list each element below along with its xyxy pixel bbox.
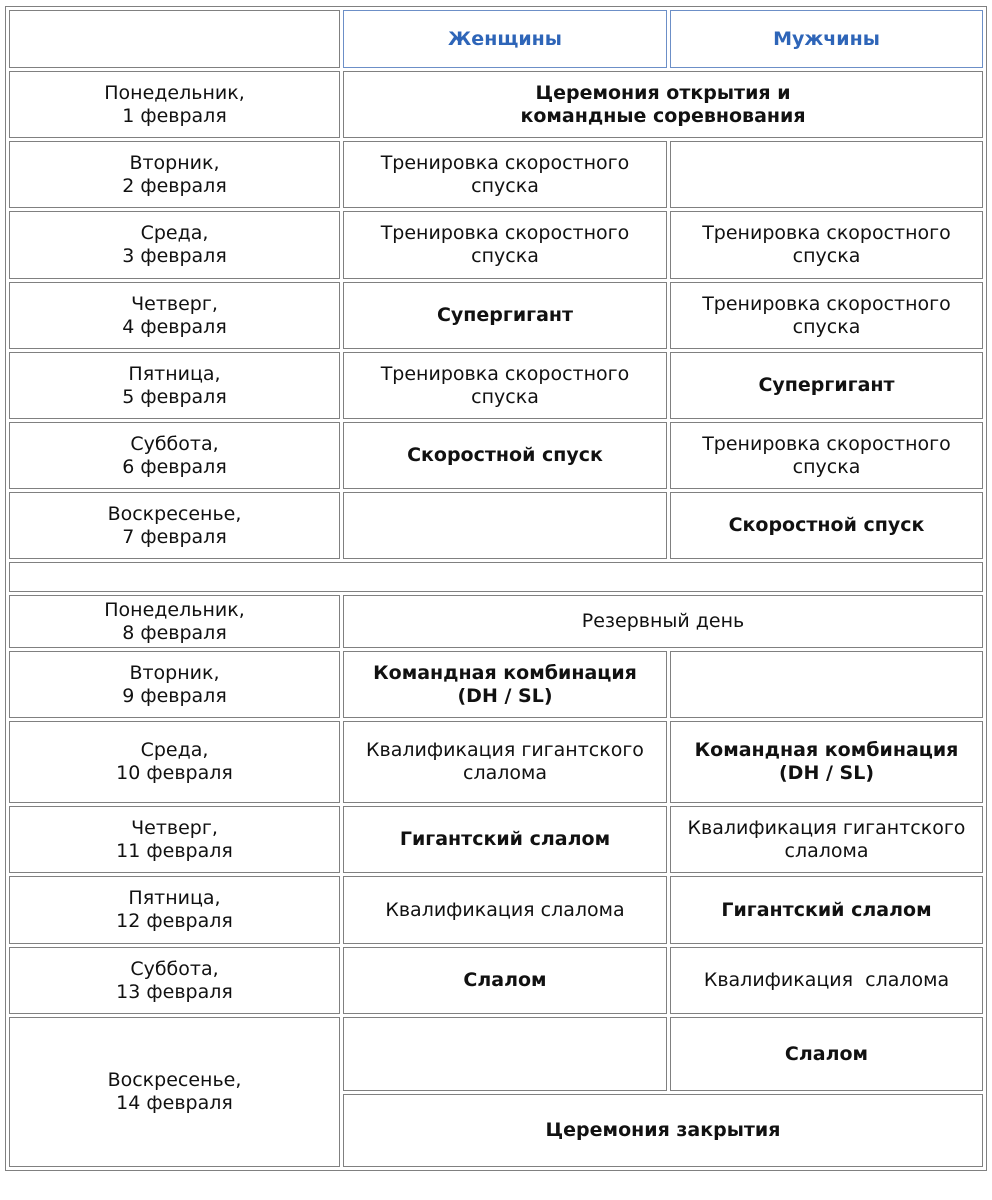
event-cell-men-empty — [670, 651, 983, 718]
date: 9 февраля — [122, 684, 227, 707]
schedule-table — [5, 6, 987, 1171]
event-line: Командная комбинация — [694, 739, 959, 761]
date: 7 февраля — [122, 525, 227, 548]
event-cell-women: Супергигант — [343, 282, 667, 349]
event-cell-men: Гигантский слалом — [670, 876, 983, 944]
event-line: командные соревнования — [520, 104, 806, 127]
event-text: Тренировка скоростного спуска — [380, 362, 630, 408]
event-cell-women: Слалом — [343, 947, 667, 1014]
header-row — [9, 10, 983, 68]
date: 2 февраля — [122, 174, 227, 197]
day-cell — [9, 141, 340, 208]
table-row — [9, 721, 983, 803]
day-cell — [9, 352, 340, 419]
weekday: Суббота, — [130, 432, 219, 455]
date: 8 февраля — [122, 621, 227, 644]
table-row — [9, 352, 983, 419]
event-cell-women: Скоростной спуск — [343, 422, 667, 489]
date: 3 февраля — [122, 245, 227, 267]
table-row — [9, 422, 983, 489]
event-cell-women — [343, 141, 667, 208]
weekday: Воскресенье, — [107, 1069, 242, 1091]
table-row — [9, 876, 983, 944]
table-row — [9, 595, 983, 648]
event-cell-women — [343, 211, 667, 279]
weekday: Суббота, — [130, 957, 219, 980]
date: 12 февраля — [116, 910, 233, 932]
day-cell — [9, 947, 340, 1014]
event-cell-men: Слалом — [670, 1017, 983, 1091]
event-text: Квалификация гигантского слалома — [366, 739, 644, 784]
weekday: Вторник, — [129, 661, 220, 684]
day-cell — [9, 651, 340, 718]
table-row — [9, 651, 983, 718]
event-cell-women-empty — [343, 492, 667, 559]
event-cell-women — [343, 721, 667, 803]
table-row — [9, 282, 983, 349]
event-cell-men: Скоростной спуск — [670, 492, 983, 559]
event-line: (DH / SL) — [457, 684, 553, 707]
header-empty-cell — [9, 10, 340, 68]
event-cell-women — [343, 651, 667, 718]
event-cell-women-empty — [343, 1017, 667, 1091]
day-cell — [9, 1017, 340, 1167]
weekday: Воскресенье, — [107, 502, 242, 525]
event-cell-men — [670, 211, 983, 279]
table-row — [9, 141, 983, 208]
date: 10 февраля — [116, 762, 233, 784]
event-text: Тренировка скоростного спуска — [380, 222, 630, 267]
weekday: Четверг, — [131, 816, 218, 839]
event-cell-men — [670, 806, 983, 873]
event-cell-men: Супергигант — [670, 352, 983, 419]
separator-cell — [9, 562, 983, 592]
weekday: Понедельник, — [104, 598, 245, 621]
date: 5 февраля — [122, 385, 227, 408]
event-line: (DH / SL) — [779, 762, 874, 784]
table-row — [9, 492, 983, 559]
day-cell — [9, 282, 340, 349]
date: 14 февраля — [116, 1092, 233, 1114]
event-text: Тренировка скоростного спуска — [702, 222, 951, 267]
event-cell-opening — [343, 71, 983, 138]
event-text: Тренировка скоростного спуска — [702, 292, 951, 338]
day-cell — [9, 422, 340, 489]
separator-row — [9, 562, 983, 592]
event-line: Церемония открытия и — [535, 81, 791, 104]
event-cell-men — [670, 721, 983, 803]
date: 11 февраля — [116, 839, 233, 862]
date: 13 февраля — [116, 980, 233, 1003]
event-cell-men — [670, 422, 983, 489]
event-text: Тренировка скоростного спуска — [380, 151, 630, 197]
day-cell — [9, 492, 340, 559]
event-cell-women: Квалификация слалома — [343, 876, 667, 944]
table-row — [9, 211, 983, 279]
weekday: Пятница, — [128, 362, 221, 385]
header-men: Мужчины — [670, 10, 983, 68]
header-women: Женщины — [343, 10, 667, 68]
event-cell-men: Квалификация слалома — [670, 947, 983, 1014]
date: 6 февраля — [122, 455, 227, 478]
event-text: Квалификация гигантского слалома — [687, 816, 966, 862]
weekday: Вторник, — [129, 151, 220, 174]
table-row — [9, 71, 983, 138]
day-cell — [9, 211, 340, 279]
day-cell — [9, 71, 340, 138]
weekday: Четверг, — [131, 292, 218, 315]
event-cell-closing: Церемония закрытия — [343, 1094, 983, 1167]
event-cell-men-empty — [670, 141, 983, 208]
weekday: Пятница, — [128, 887, 221, 909]
date: 4 февраля — [122, 315, 227, 338]
day-cell — [9, 595, 340, 648]
weekday: Понедельник, — [104, 81, 245, 104]
event-cell-reserve: Резервный день — [343, 595, 983, 648]
table-row — [9, 1017, 983, 1091]
date: 1 февраля — [122, 104, 227, 127]
weekday: Среда, — [140, 222, 209, 244]
day-cell — [9, 876, 340, 944]
table-row — [9, 947, 983, 1014]
day-cell — [9, 721, 340, 803]
table-row — [9, 806, 983, 873]
event-cell-men — [670, 282, 983, 349]
day-cell — [9, 806, 340, 873]
event-cell-women — [343, 352, 667, 419]
event-cell-women: Гигантский слалом — [343, 806, 667, 873]
event-line: Командная комбинация — [373, 661, 637, 684]
event-text: Тренировка скоростного спуска — [702, 432, 951, 478]
weekday: Среда, — [140, 739, 209, 761]
